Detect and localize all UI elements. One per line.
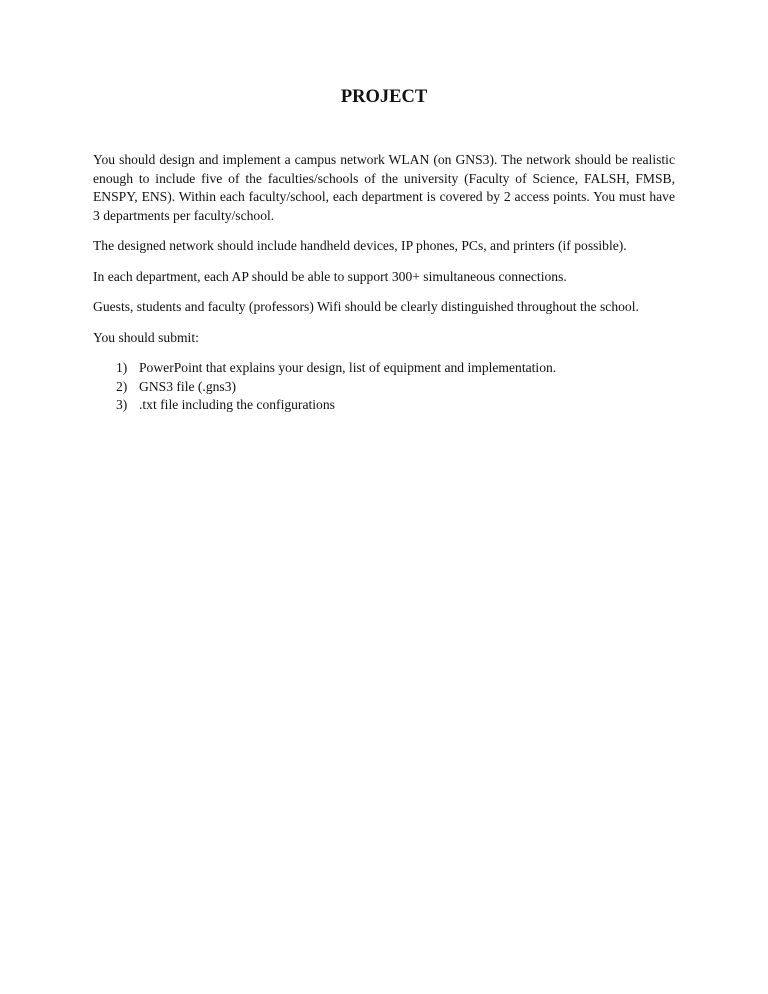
list-item-number: 1) bbox=[116, 360, 128, 375]
list-item-text: PowerPoint that explains your design, list of equipment and implementation. bbox=[139, 360, 557, 375]
paragraph-design-requirements: You should design and implement a campus network WLAN (on GNS3). The network should be realistic enough to include five of the faculties/schools of the university (Faculty of Science, FALSH, FMSB, ENSPY, ENS). Within each faculty/school, each department is covered by 2 access points. You must have 3 departments per faculty/school. bbox=[93, 152, 675, 223]
paragraph-devices: The designed network should include handheld devices, IP phones, PCs, and printers (if possible). bbox=[93, 238, 627, 253]
paragraph-wifi-segmentation: Guests, students and faculty (professors) Wifi should be clearly distinguished throughout the school. bbox=[93, 299, 639, 314]
paragraph-submission-intro: You should submit: bbox=[93, 329, 199, 345]
list-item bbox=[116, 396, 675, 415]
paragraph-ap-capacity: In each department, each AP should be able to support 300+ simultaneous connections. bbox=[93, 268, 567, 284]
list-item-text: GNS3 file (.gns3) bbox=[139, 378, 237, 394]
list-item-number: 2) bbox=[116, 378, 128, 394]
page-title: PROJECT bbox=[340, 87, 428, 107]
list-item bbox=[116, 359, 675, 378]
list-item-number: 3) bbox=[116, 397, 128, 412]
submission-list bbox=[93, 359, 675, 415]
list-item bbox=[116, 378, 675, 397]
list-item-text: .txt file including the configurations bbox=[139, 397, 335, 412]
document-body bbox=[93, 151, 675, 415]
